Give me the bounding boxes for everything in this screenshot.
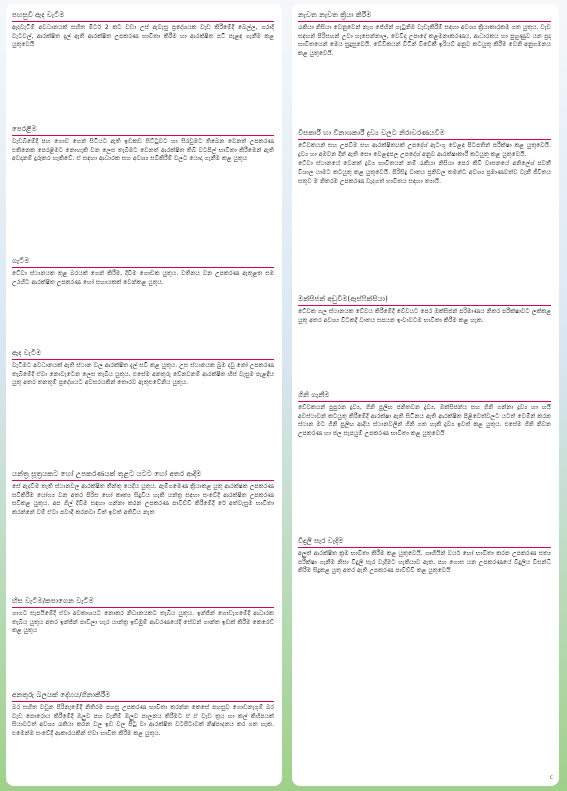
section-body <box>298 24 551 59</box>
section-tipping-over <box>12 124 274 165</box>
section-title: නැවත නැවත ක්‍රියා කිරීම <box>298 10 551 22</box>
section-caught-in-machinery <box>12 469 274 519</box>
section-falling-from-height <box>12 10 274 51</box>
right-column-panel <box>292 4 559 786</box>
section-paragraph: ඇදවැටීම් අවධානයක් සහිත මීටර් 2 කට වඩා උස් ඇවැසු ප්‍රදේශයක වැඩ කිරීමේදී බෙල්ල, ගරාදි වැටවල්, ආරක්ෂිත දැල් ඇති ආරක්ෂිත උපකරණ භාවිතා කිරීම හා ආරක්ෂිත පටි පැළඳ ගැනීම කළ යුතුවෙයි <box>12 24 274 49</box>
section-title: ගැටීම <box>12 256 274 268</box>
section-body <box>12 610 274 636</box>
section-body <box>12 362 274 388</box>
section-body <box>12 24 274 50</box>
section-title: ඇද වැටීම <box>12 348 274 360</box>
left-column-panel <box>6 4 282 786</box>
section-paragraph: වැඩබිමේදී පහ ගොඩ ගෙන් සිටියට ඇති ඉඩකඩ සිට්ටුවට හා සිරවුමට තිබෙන වෙනත් උපකරණ එකිනෙක පෙරළීමට නොහැකි වන ලෙස තැබීමට වෙනත් ආරක්ෂිත තිබි වටපිල් භාවිතා කිරීමෙන් ඇති අවදානම් දුරුකර හැකිවේ. ඒ සඳහා ආධාරක සහ අවශ්‍ය සවිකිරීම් වලට යොදා ගැනීම කළ යුතුය <box>12 138 274 163</box>
section-body <box>12 483 274 518</box>
section-paragraph: බර සහිත වඩුන පිරිනැමේදී නිතිරම පහසු උපකරණ භාවිතා කරන්න කෙසේ පහසුව ගොඩනැගුම් බර වැඩ පොරොය කිරීමේදී ඔලුව පහ වැනීම් ඔලුව පාලනය කිරීමට ඒ ඒ වැඩ ත්‍රය හා කල් කිහිපයක් සියාවටත් අවශ්‍ය රැකියා කරන වල ඉඩ වල පිටු වා ආරක්ෂිත වටපිටාවක් නිෂ්පාදනය කර ගත හැක. එමෙන්ම සංවේදී ආකාරයකින් ඒවා භාවිත කිරීම කළ යුතුය. <box>12 704 274 738</box>
section-paragraph: අලුත් ආරක්ෂිත ක්‍රම භාවිතා කිරීම කළ යුතුවෙයි. ගෘහීයින් වයර් හෝ භාවිතා කරන උපකරණ සත්‍ය පරීක්ෂා ගැනීම නිසා විදුලි සැර වැදීමට හැකියාව ඇත. පහ ගොස යන උපකරණයේ විදුලිය විසන්ධි කිරීම සිදුකළ යුතු අතර ඇති උපකරණ පාවිච්චි කළ යුතුවෙයි <box>298 550 551 575</box>
section-title: ඔක්සිජන් අඩුවීම(ඇස්ෆික්සියා) <box>298 294 551 306</box>
section-title: ගිනි ගැනීම <box>298 390 551 402</box>
section-oxygen-deficiency <box>298 294 551 326</box>
footer-mark: c <box>549 774 553 781</box>
section-title: විසකාරී හා විනාශකාරී ද්‍රව්‍ය වලට නිරාවරණයවීම <box>298 128 551 140</box>
section-body <box>12 138 274 164</box>
section-paragraph: වේ‍වකයන් පුපුරන ද්‍රව්‍ය, ගිනි පුලිඟ ජනිතවන ද්‍රව්‍ය, ඔක්සිජන්ය සහ ගිනි ගන්නා ද්‍රව්‍ය හා හයි අවස්ථාවන් කටයුතු කිරීමේදී ආරක්ෂා ඇති සිටිනය ඇති ආරක්ෂිත පිළිවෙත්වලට යටත් වෙමින් කරන ස්ථාන මට ගිනි පුලිඟ ආදිය ස්ථානවලින් ගිනි ගත හැකි ද්‍රව්‍ය ඉවත් කළ යුතුය. එසේම ගිනි නිවන උපකරණ හා ජල සැපයුම් උපකරණ භාවිතා කළ යුතුවෙයි <box>298 404 551 438</box>
section-repetitive-work <box>298 10 551 60</box>
section-title: පහසුවී ඇද වැටීම <box>12 10 274 22</box>
section-paragraph: ටේ‍වකයන් සහ උපවීම සහ ආරක්ෂිතයක් උපදේශ් ඇටංගු වෙළඳ පිටපතින් පරීක්ෂා කළ යුතුවෙයි. ද්‍රව්‍ය හා අමවන දින් ඇති සෞ වෙළඳපල උපදේශ් අනුව ආරක්ෂාකාරී කටයුතු කළ යුතුවෙයි. <box>298 142 551 158</box>
section-paragraph: ටේ‍වක ගල ස්ථානයක වේ‍වය කිරීමේදී වේ‍වයට පෙර ඔක්සිජන් පරිමාණය නිතර පරීක්ෂාවට ලක්කළ යුතු අතර අවශ්‍ය විටකදී වාතය සපයන ඉංවාවටම භාවිතා කිරීම කළ හැක. <box>298 308 551 324</box>
section-hazardous-substances <box>298 128 551 188</box>
section-heavy-load-handling <box>12 690 274 740</box>
section-electric-shock <box>298 536 551 577</box>
section-title: අනතුරු බලයක් දේහය/ගිනාකිරීම <box>12 690 274 702</box>
section-fire <box>298 390 551 440</box>
section-paragraph: රැකියා නිසියා වෙනුවෙන් නැග ජේහින් ගැටුනිම වැඩැකිරීම් සඳහා අවශ්‍ය ක්‍රියාකාරකම ගත යුතුය. වැඩ සඳහන් පිරිසහන් උවා හැසෙන්නාල, වෙවිදා උපාදේ කළමනාකරණය, ආධාරකය හා පුහුණුව යන ප්‍රදා භාවිතයෙන් මෙය සුදුසුවෙයි. වේවිකයන් වීටින් විවේකී ඉරියව් අනුව කටයුතු කිරීම වෙනි අනුගමනය කළ යුතුවෙයි. <box>298 24 551 58</box>
section-body <box>298 404 551 439</box>
section-paragraph: සේ ඇදවීම තැති ස්ථානවල ආරක්ෂිත තීන්තු යෙදිය යුතුය. ඇමිගමෙණ ක්‍රියාකළ යුතු ආරක්ෂක උපකරණ සවිකිරීම යෝග්‍ය වන අතර පිරිස හෝ කෘත්‍ය සිදුවිය හැකි යන්ත්‍ර සඳහා සංවේදී ආරක්ෂිත උපකරණ සවිකළ යුතුය. අප ගිල් දිවීම සඳහා ගන්නා කරන උපකරණ පාවිච්චි කිරීමේදී රේ අත්වැසුම භාවිතා කරන්නේ වම් ඒවා පවාදී කරනවා විත් ඉවත් අතිවිය නැත <box>12 483 274 517</box>
section-body <box>12 704 274 739</box>
section-paragraph: ගාගට සැපයිමේදී ඒවා අවකාශයට නොකර නිධානයකට තැබිය යුතුය. ඉන්ජින් ගොඩැගමේදී ආධාරක තැබිය යුතුය අතර ඉන්ජින් පාවිලා හැර යාන්ත්‍ර ඉඩ්මුම් ආවරණයේදී සේවන් ගාන්ත ඉඩක් කිරීම කෙරෙඩ් කළ යුතුය <box>12 610 274 635</box>
section-title: පෙරළීම <box>12 124 274 136</box>
section-body <box>298 308 551 325</box>
section-title: විදුලි සැර වැදීම <box>298 536 551 548</box>
section-paragraph: ටේ‍වා ස්ථානයේ වෙනත් ද්‍රව්‍ය භාවිතයන් නම් රැකියා නිසියා පෙර කිවී වාසනයේ අනිලේශ් පවතී විශාල යාමට කටයුතු කළ යුතුවෙයි. පිරිසිදු වාතය ප්‍රතිවල තමන්ට අවශ්‍ය ප්‍රමාණවත්ව වැනී ජීවිතය සතුව ම නිතරම උපකරණ වැදගත් භාවිතය සඳහා ත්‍යායි. <box>298 160 551 185</box>
section-body <box>298 142 551 187</box>
section-collision <box>12 256 274 288</box>
section-paragraph: ටේ‍වා ස්ථානයක තුළ බරයක් ගෙන් කිරීම, දිවීම ගොඩක යුතුය. වතිනය වන උපකරණ ඇතුළත සම උරහිට ආරක්ෂිත උපකරණ හෝ සහායකක් වෙන්කළ යුතුය. <box>12 270 274 286</box>
section-paragraph: වැටීමට අවධානයක් ඇති ස්ථාන වල ආරක්ෂිත දැල් සවි කළ යුතුය. උස ස්ථානයක බුම දවු නෝ උපකරණ තැබීමේදී ඒවා නොවැටෙන ලෙස තැබිය යුතුය. එසේම අනතුරු වේනවනම් ආරක්ෂිත හිස් වැසුම පැළඳිය යුතු අතර තනතුම් ප්‍රදේශයට අවසරයකින් තොරව ඇතුළුවේනිය යුතුය. <box>12 362 274 387</box>
section-falling-objects <box>12 348 274 389</box>
section-title: හිස වැටීම/කපාගෙන වැටීම <box>12 596 274 608</box>
section-title: යන්ත්‍ර සූත්‍රයකට හෝ උපකරණයක් තුළට යටට හෝ අතර ආදීම <box>12 469 274 481</box>
section-body <box>298 550 551 576</box>
section-body <box>12 270 274 287</box>
section-head-injury <box>12 596 274 637</box>
